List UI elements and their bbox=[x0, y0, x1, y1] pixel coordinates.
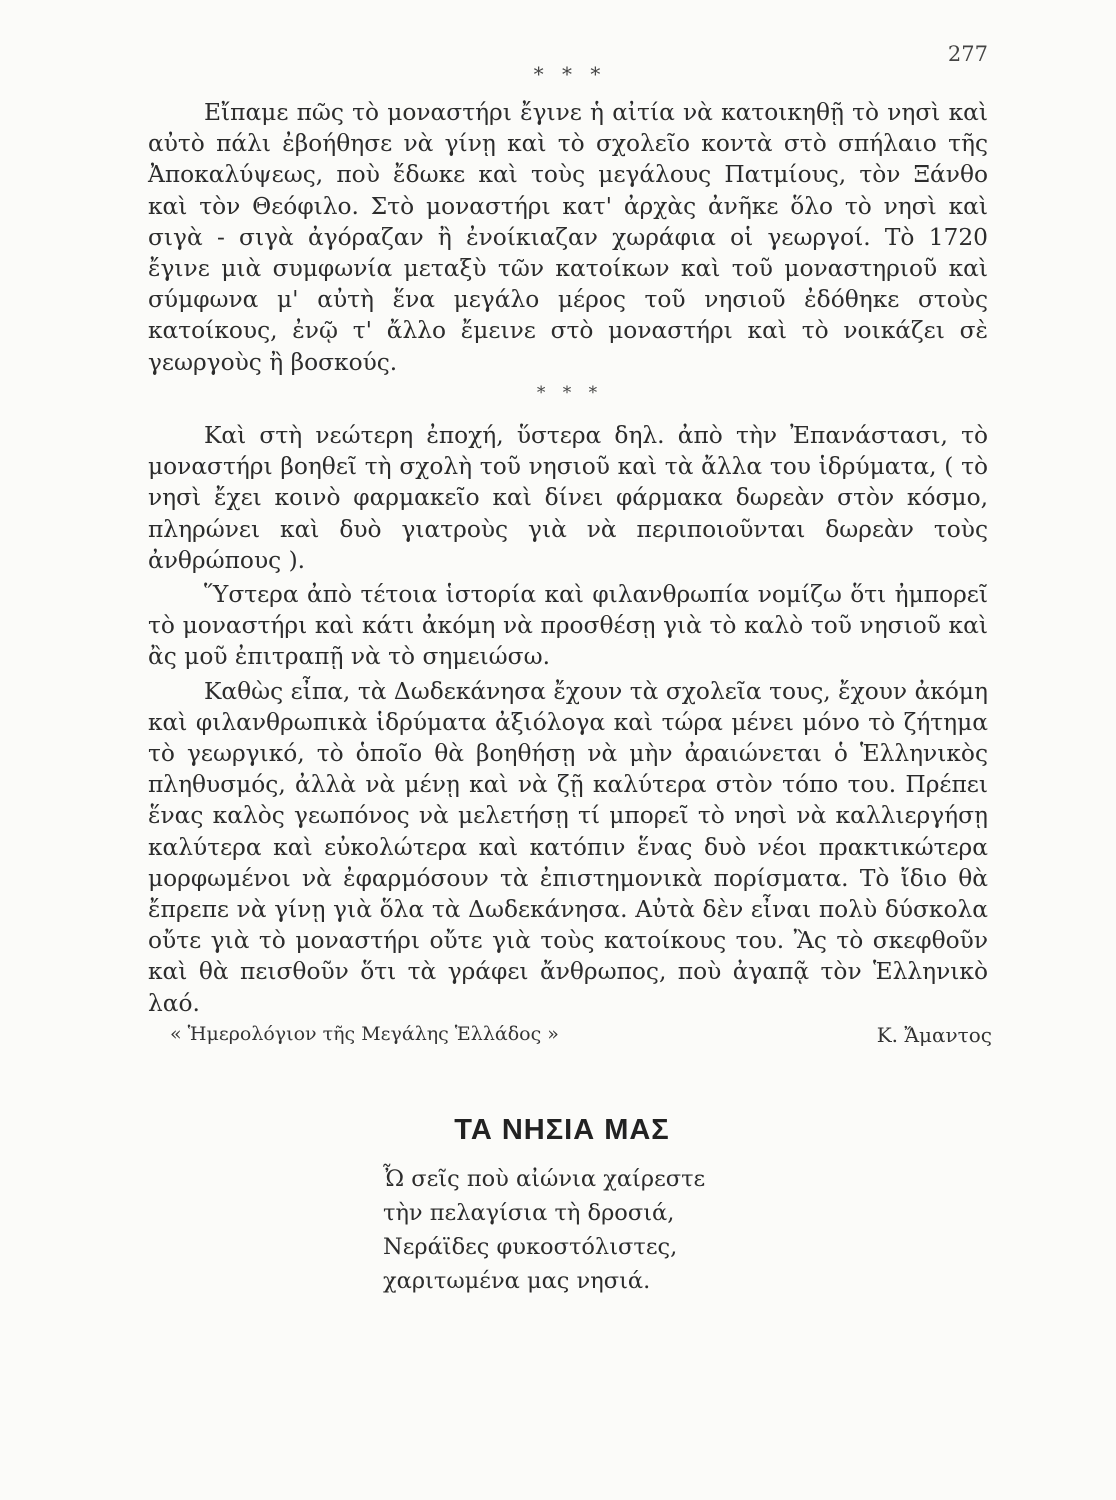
source-author: Κ. Ἄμαντος bbox=[876, 1023, 992, 1047]
poem-line: τὴν πελαγίσια τὴ δροσιά, bbox=[383, 1200, 675, 1226]
section-1-text bbox=[148, 97, 988, 378]
poem-line: Νεράϊδες φυκοστόλιστες, bbox=[383, 1234, 678, 1260]
poem-line: Ὦ σεῖς ποὺ αἰώνια χαίρεστε bbox=[383, 1166, 706, 1192]
source-title: « Ἡμερολόγιον τῆς Μεγάλης Ἑλλάδος » bbox=[170, 1023, 559, 1045]
paragraph: Καθὼς εἶπα, τὰ Δωδεκάνησα ἔχουν τὰ σχολεῖα τους, ἔχουν ἀκόμη καὶ φιλανθρωπικὰ ἱδρύματα ἀξιόλογα καὶ τώρα μένει μόνο τὸ ζήτημα τὸ γεωργικό, τὸ ὁποῖο θὰ βοηθήσῃ νὰ μὴν ἀραιώνεται ὁ Ἑλληνικὸς πληθυσμός, ἀλλὰ νὰ μένῃ καὶ νὰ ζῇ καλύτερα στὸν τόπο του. Πρέπει ἕνας καλὸς γεωπόνος νὰ μελετήσῃ τί μπορεῖ τὸ νησὶ νὰ καλλιεργήσῃ καλύτερα καὶ εὐκολώτερα καὶ κατόπιν ἕνας δυὸ νέοι πρακτικώτερα μορφωμένοι νὰ ἐφαρμόσουν τὰ ἐπιστημονικὰ πορίσματα. Τὸ ἴδιο θὰ ἔπρεπε νὰ γίνῃ γιὰ ὅλα τὰ Δωδεκάνησα. Αὐτὰ δὲν εἶναι πολὺ δύσκολα οὔτε γιὰ τὸ μοναστήρι οὔτε γιὰ τοὺς κατοίκους του. Ἂς τὸ σκεφθοῦν καὶ θὰ πεισθοῦν ὅτι τὰ γράφει ἄνθρωπος, ποὺ ἀγαπᾷ τὸν Ἑλληνικὸ λαό. bbox=[148, 677, 988, 1017]
poem-title: ΤΑ ΝΗΣΙΑ ΜΑΣ bbox=[454, 1114, 670, 1146]
section-separator: * * * bbox=[536, 383, 604, 403]
section-separator: * * * bbox=[533, 62, 607, 86]
paragraph: Ὕστερα ἀπὸ τέτοια ἱστορία καὶ φιλανθρωπία νομίζω ὅτι ἠμπορεῖ τὸ μοναστήρι καὶ κάτι ἀκόμη νὰ προσθέσῃ γιὰ τὸ καλὸ τοῦ νησιοῦ καὶ ἂς μοῦ ἐπιτραπῇ νὰ τὸ σημειώσω. bbox=[148, 581, 988, 671]
section-2-text bbox=[148, 420, 988, 1019]
poem bbox=[383, 1162, 705, 1298]
poem-line: χαριτωμένα μας νησιά. bbox=[383, 1268, 651, 1294]
page-number: 277 bbox=[947, 42, 988, 66]
paragraph: Καὶ στὴ νεώτερη ἐποχή, ὕστερα δηλ. ἀπὸ τὴν Ἐπανάστασι, τὸ μοναστήρι βοηθεῖ τὴ σχολὴ τοῦ νησιοῦ καὶ τὰ ἄλλα του ἱδρύματα, ( τὸ νησὶ ἔχει κοινὸ φαρμακεῖο καὶ δίνει φάρμακα δωρεὰν στὸν κόσμο, πληρώνει καὶ δυὸ γιατροὺς γιὰ νὰ περιποιοῦνται δωρεὰν τοὺς ἀνθρώπους ). bbox=[148, 422, 988, 574]
paragraph: Εἴπαμε πῶς τὸ μοναστήρι ἔγινε ἡ αἰτία νὰ κατοικηθῇ τὸ νησὶ καὶ αὐτὸ πάλι ἐβοήθησε νὰ γίνῃ καὶ τὸ σχολεῖο κοντὰ στὸ σπήλαιο τῆς Ἀποκαλύψεως, ποὺ ἔδωκε καὶ τοὺς μεγάλους Πατμίους, τὸν Ξάνθο καὶ τὸν Θεόφιλο. Στὸ μοναστήρι κατ' ἀρχὰς ἀνῆκε ὅλο τὸ νησὶ καὶ σιγὰ - σιγὰ ἀγόραζαν ἢ ἐνοίκιαζαν χωράφια οἱ γεωργοί. Τὸ 1720 ἔγινε μιὰ συμφωνία μεταξὺ τῶν κατοίκων καὶ τοῦ μοναστηριοῦ καὶ σύμφωνα μ' αὐτὴ ἕνα μεγάλο μέρος τοῦ νησιοῦ ἐδόθηκε στοὺς κατοίκους, ἐνῷ τ' ἄλλο ἔμεινε στὸ μοναστήρι καὶ τὸ νοικάζει σὲ γεωργοὺς ἢ βοσκούς. bbox=[148, 99, 988, 376]
